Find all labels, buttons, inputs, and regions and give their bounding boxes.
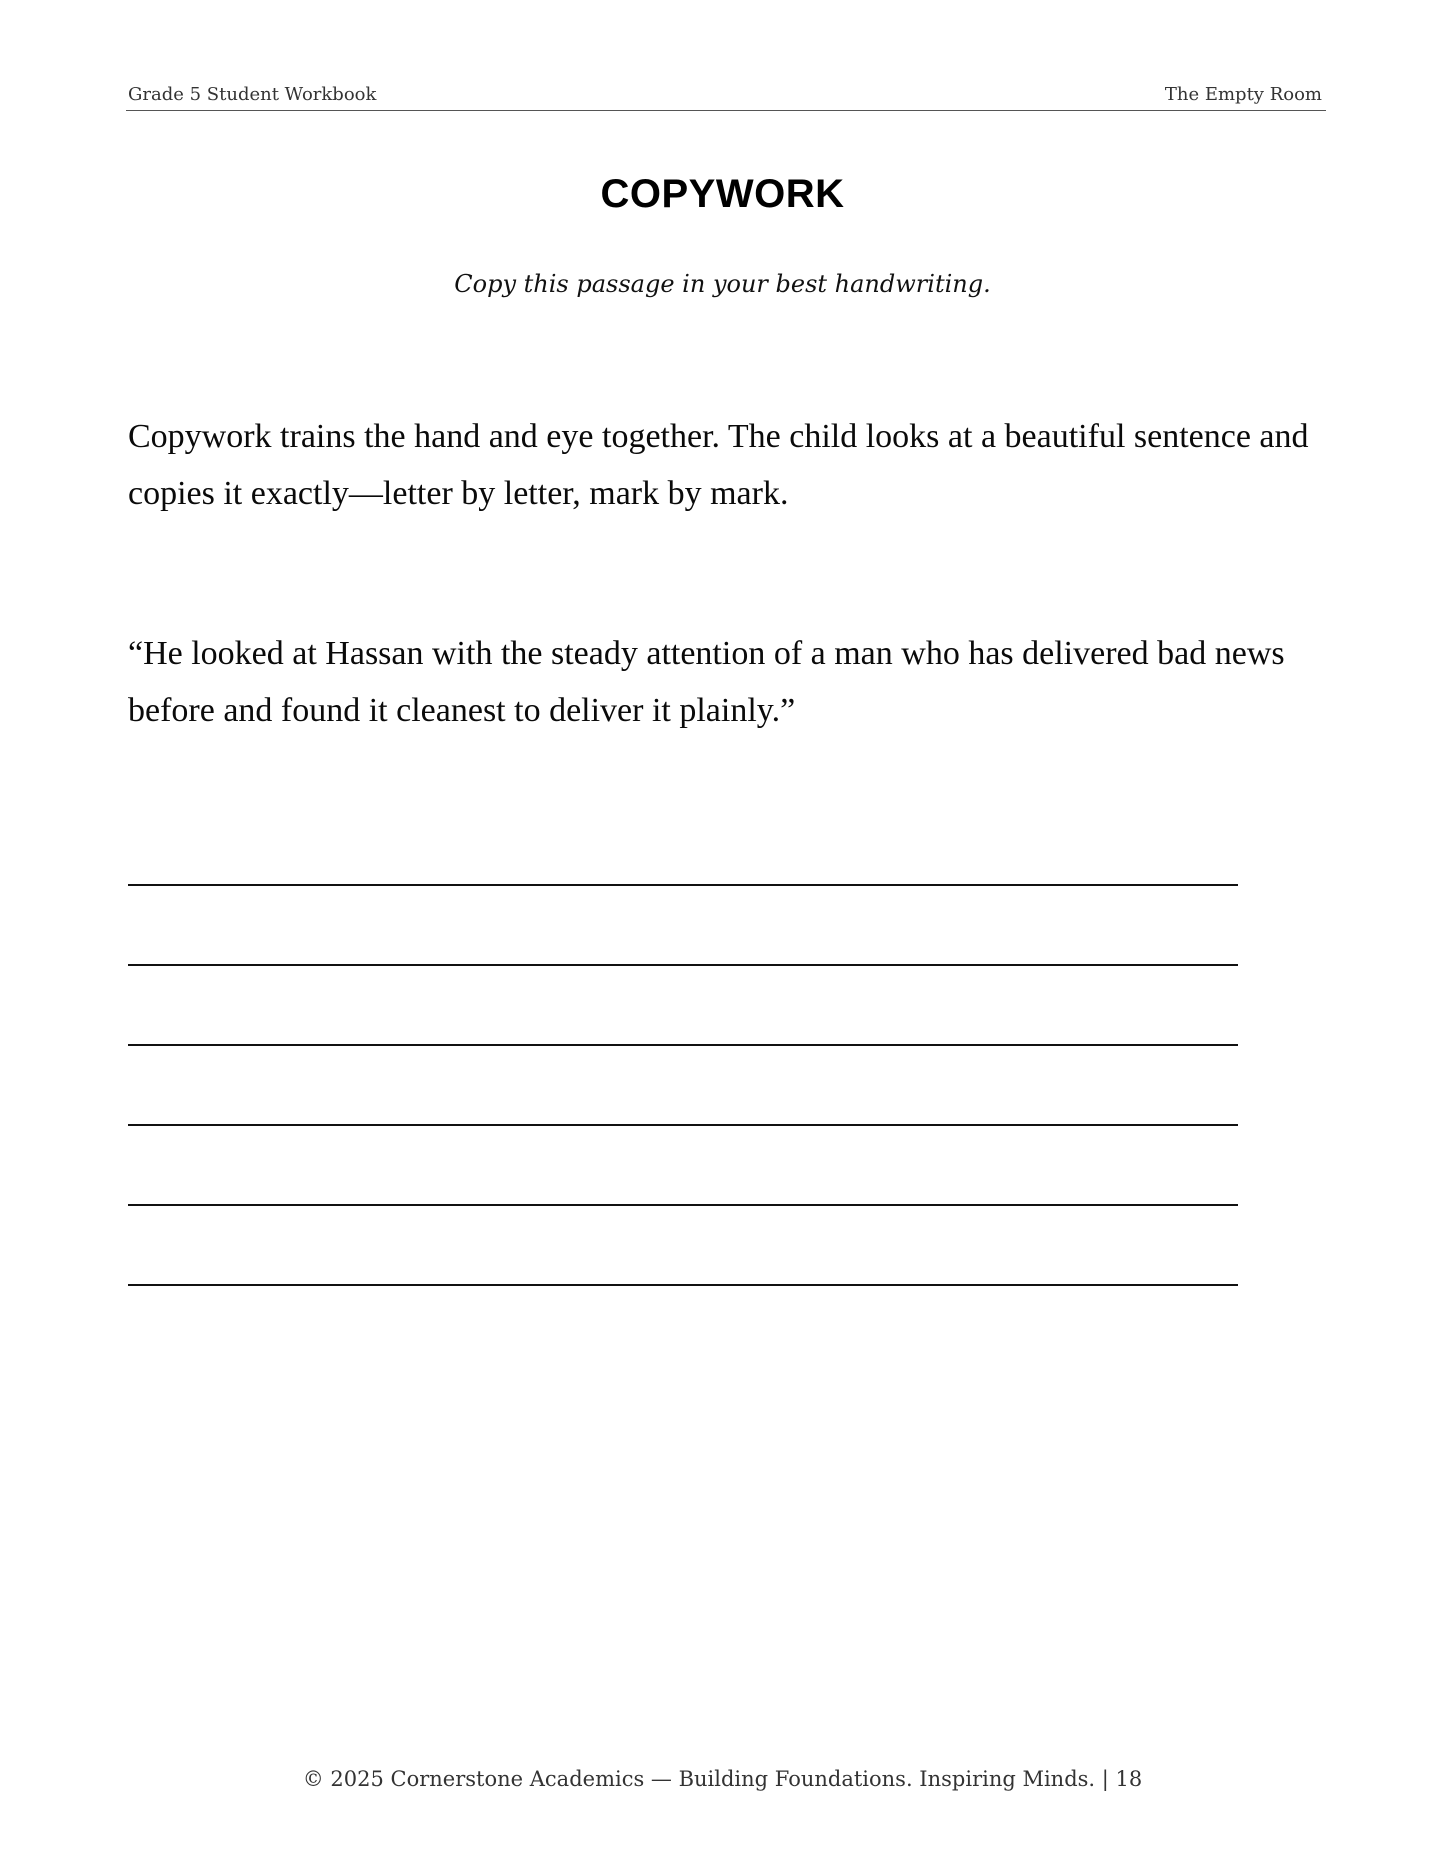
- writing-line[interactable]: [128, 1044, 1238, 1046]
- header-story-title: The Empty Room: [1164, 84, 1322, 105]
- page-header: [126, 84, 1326, 111]
- writing-line[interactable]: [128, 1124, 1238, 1126]
- page-footer: © 2025 Cornerstone Academics — Building Foundations. Inspiring Minds. | 18: [302, 1767, 1143, 1791]
- writing-line[interactable]: [128, 964, 1238, 966]
- writing-line[interactable]: [128, 1204, 1238, 1206]
- copy-passage: “He looked at Hassan with the steady attention of a man who has delivered bad news before and found it cleanest to deliver it plainly.”: [128, 635, 1285, 729]
- writing-line[interactable]: [128, 1284, 1238, 1286]
- writing-lines: [128, 884, 1238, 1364]
- writing-line[interactable]: [128, 884, 1238, 886]
- header-workbook-title: Grade 5 Student Workbook: [128, 84, 377, 105]
- intro-paragraph: Copywork trains the hand and eye together. The child looks at a beautiful sentence and copies it exactly—letter by letter, mark by mark.: [128, 418, 1309, 512]
- instruction-text: Copy this passage in your best handwriting.: [454, 270, 991, 298]
- page-title: COPYWORK: [600, 172, 845, 216]
